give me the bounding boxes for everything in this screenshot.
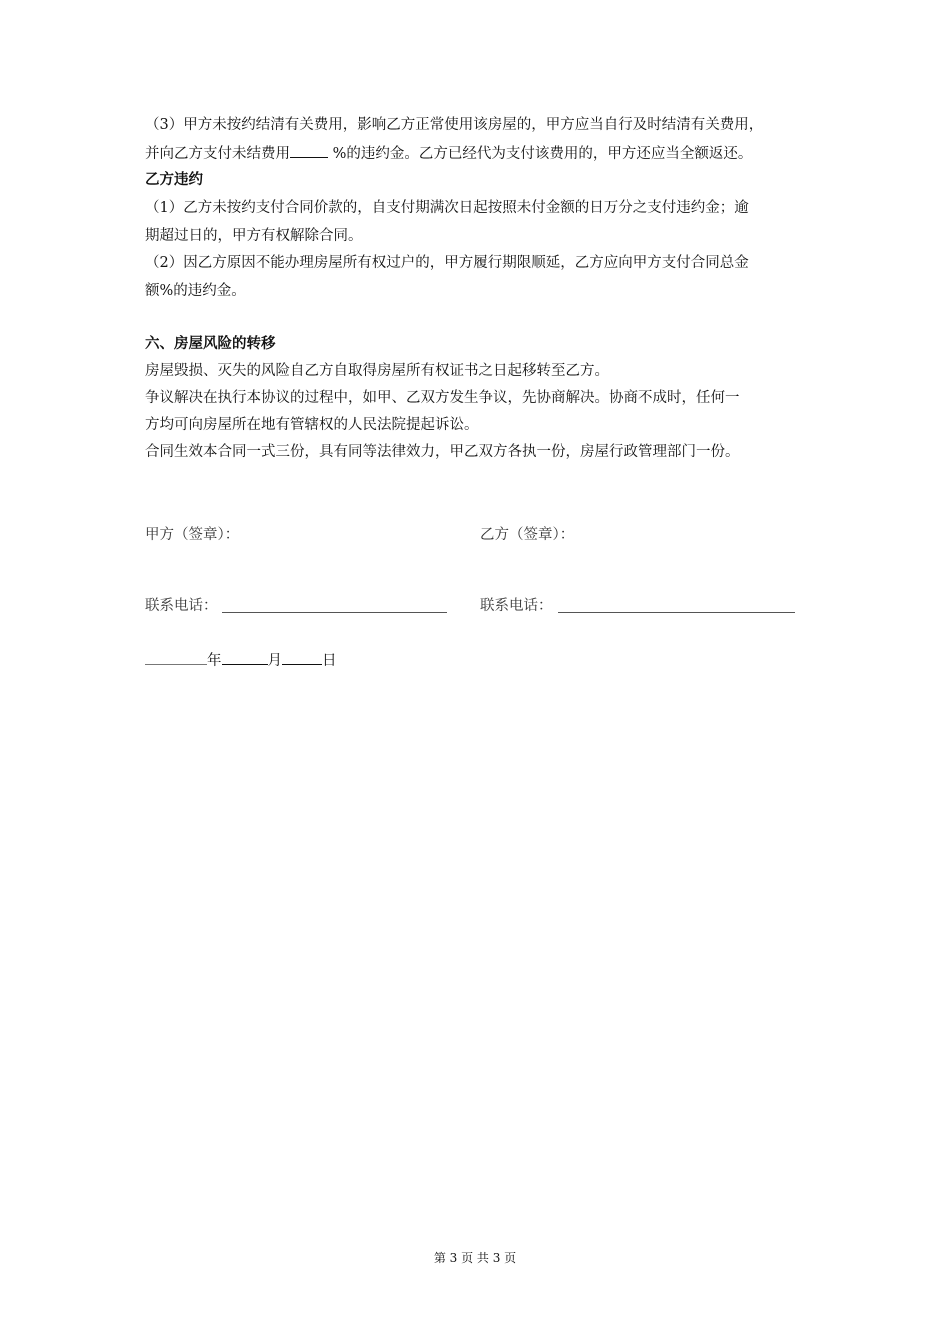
year-label: 年 [207,653,222,669]
section6-line4: 合同生效本合同一式三份，具有同等法律效力，甲乙双方各执一份，房屋行政管理部门一份。 [145,444,740,460]
party-b-phone-field[interactable] [558,611,795,613]
party-a-signature-label: 甲方（签章）： [145,527,240,543]
section6-line2: 争议解决在执行本协议的过程中，如甲、乙双方发生争议，先协商解决。协商不成时，任何一 [145,390,740,406]
month-blank[interactable] [222,650,268,665]
month-label: 月 [267,653,282,669]
date-line [145,650,337,671]
clause3-line2-before: 并向乙方支付未结费用 [145,146,290,162]
clause3-line2 [145,143,752,164]
party-b-signature-label: 乙方（签章）： [480,527,575,543]
party-b-breach-heading: 乙方违约 [145,172,203,188]
day-blank[interactable] [282,650,322,665]
rate-blank [290,143,328,158]
party-b-item2-line1: （2）因乙方原因不能办理房屋所有权过户的，甲方履行期限顺延，乙方应向甲方支付合同总金 [145,255,749,271]
year-blank[interactable] [145,650,207,665]
section6-heading: 六、房屋风险的转移 [145,336,276,352]
party-b-item1-line1: （1）乙方未按约支付合同价款的，自支付期满次日起按照未付金额的日万分之支付违约金；逾 [145,200,749,216]
party-b-item2-line2: 额%的违约金。 [145,283,246,299]
clause3-line2-after: %的违约金。乙方已经代为支付该费用的，甲方还应当全额返还。 [328,146,753,162]
party-a-phone-label: 联系电话： [145,598,218,614]
clause3-line1: （3）甲方未按约结清有关费用，影响乙方正常使用该房屋的，甲方应当自行及时结清有关费用， [145,117,764,133]
party-a-phone-field[interactable] [222,611,447,613]
day-label: 日 [322,653,337,669]
section6-line1: 房屋毁损、灭失的风险自乙方自取得房屋所有权证书之日起移转至乙方。 [145,363,609,379]
section6-line3: 方均可向房屋所在地有管辖权的人民法院提起诉讼。 [145,417,479,433]
page-footer: 第 3 页 共 3 页 [433,1251,517,1265]
party-b-phone-label: 联系电话： [480,598,553,614]
party-b-item1-line2: 期超过日的，甲方有权解除合同。 [145,228,363,244]
